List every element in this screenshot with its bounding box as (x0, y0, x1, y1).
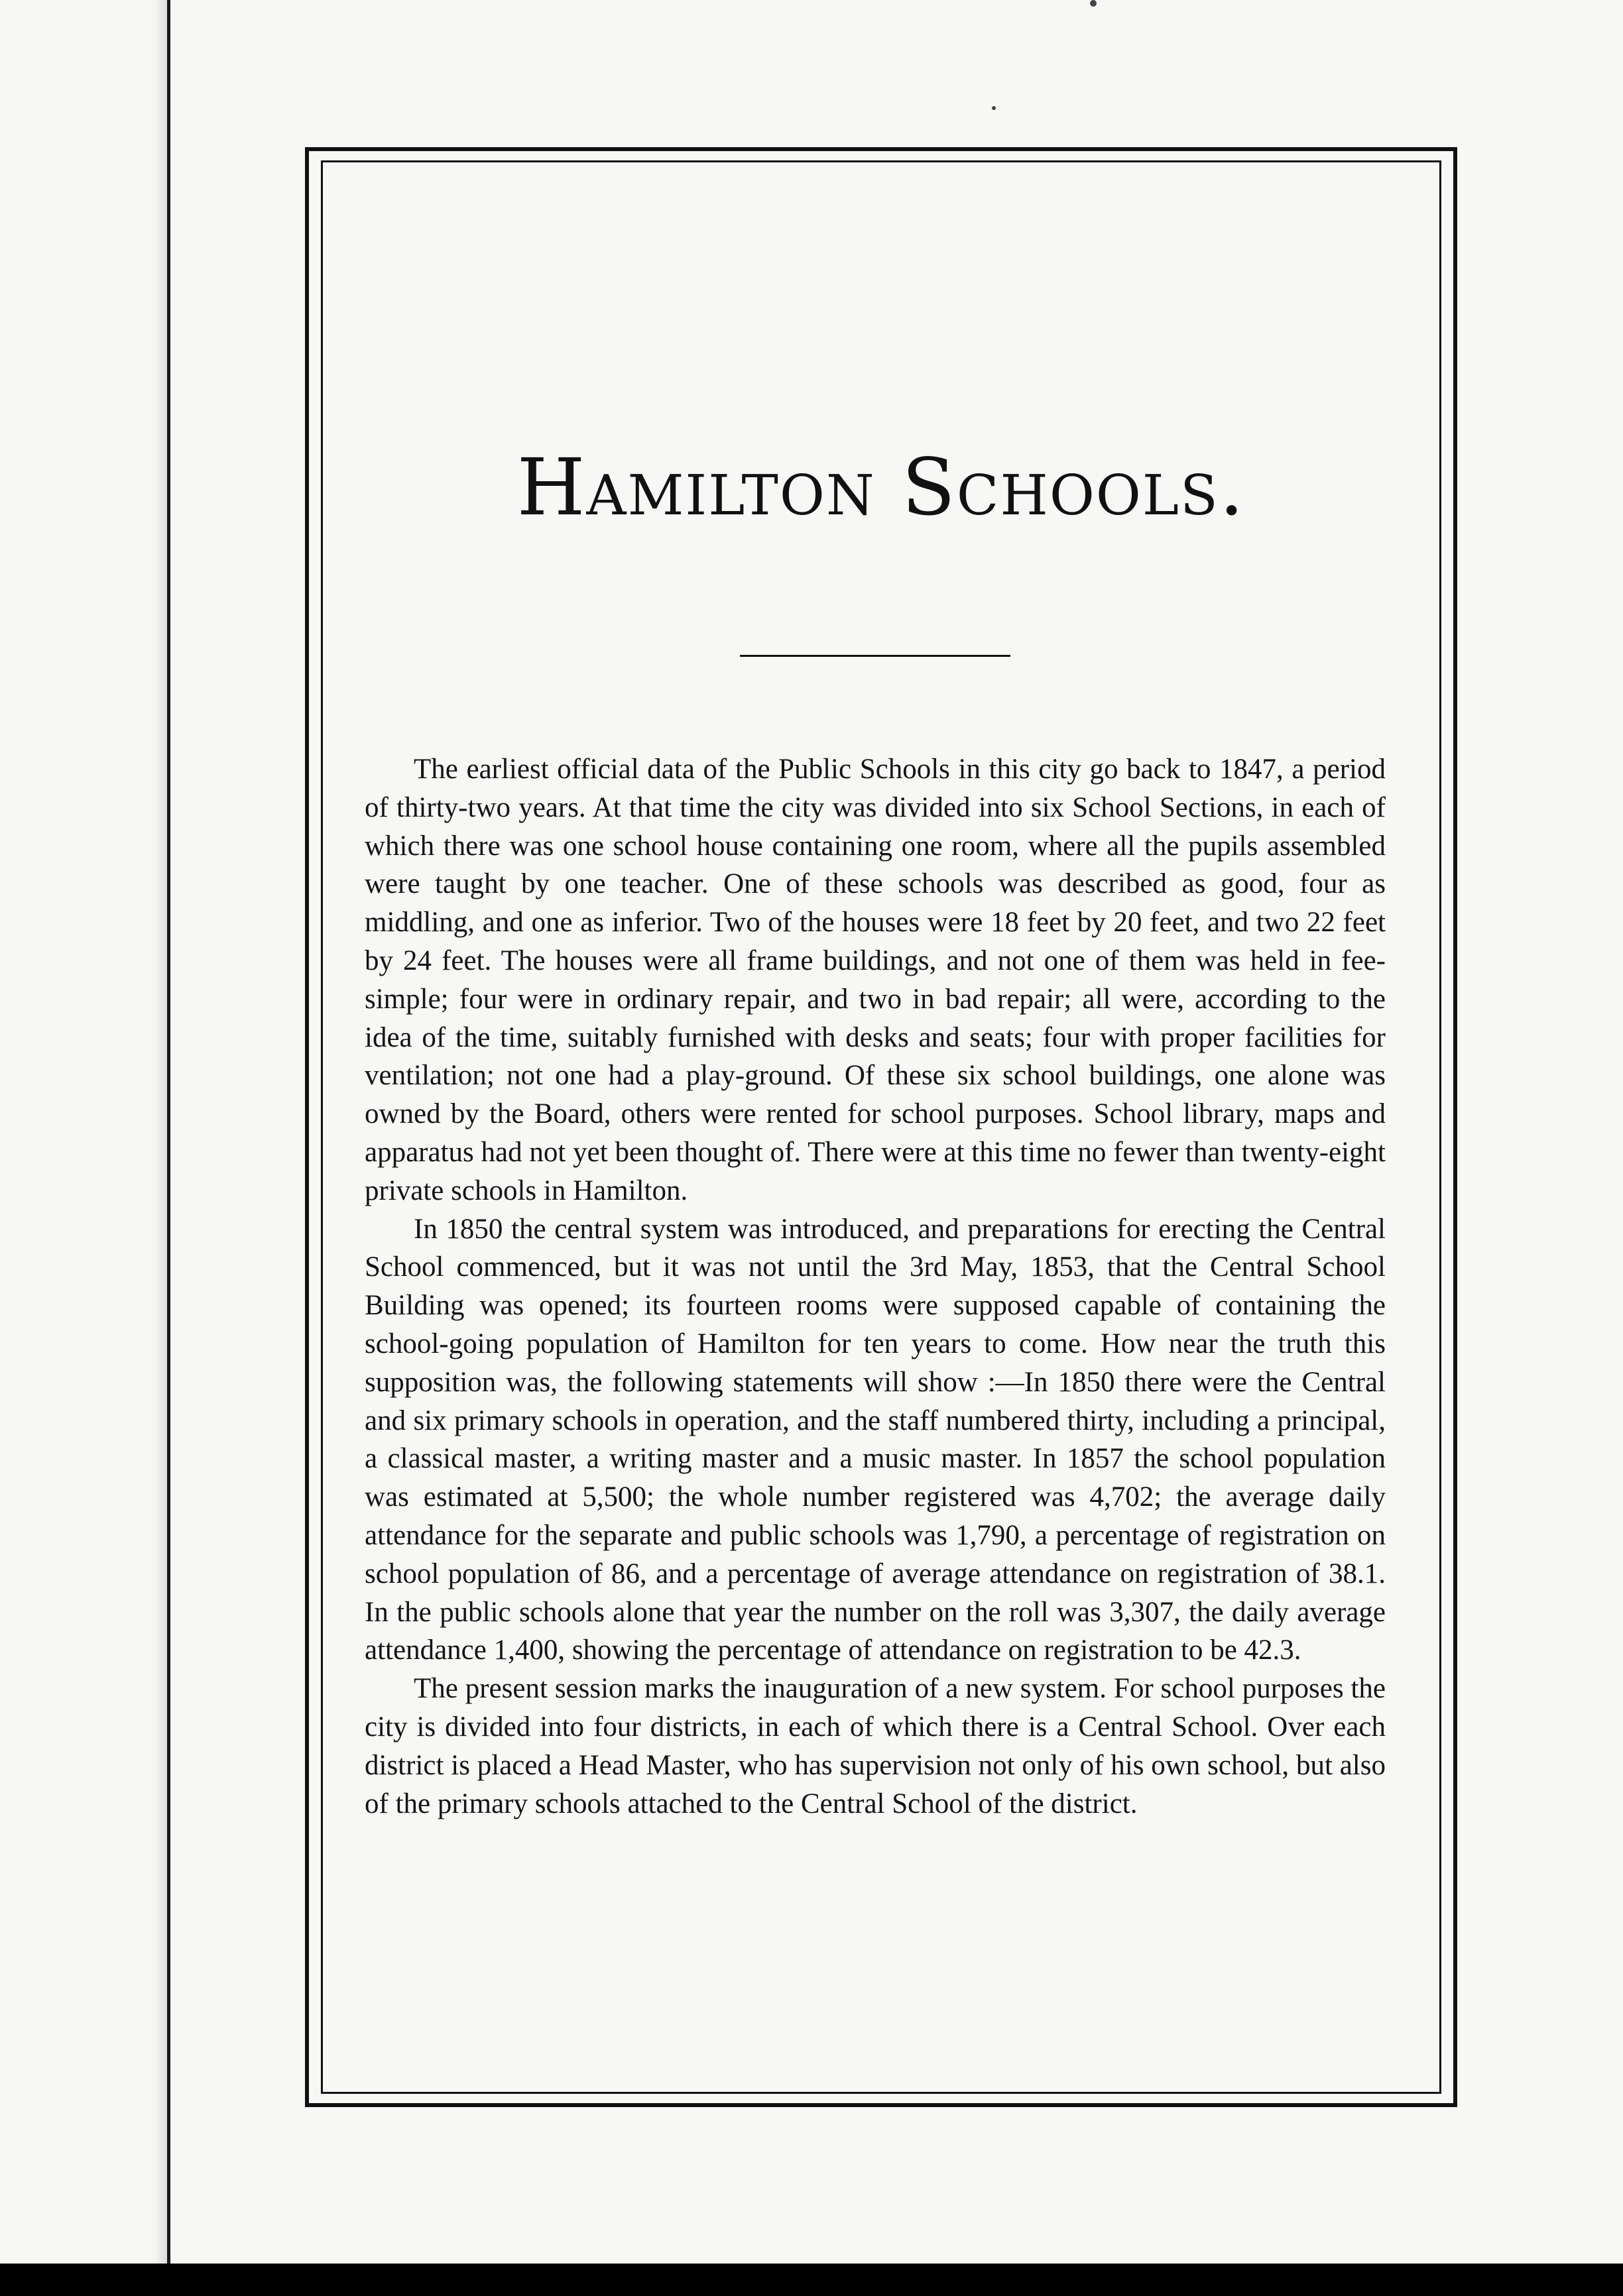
paragraph-3: The present session marks the inauguration of a new system. For school purposes the city is divided into four districts, in each of which there is a Central School. Over each district is placed a Head Master, who has supervision not only of his own school, but also of the primary schools attached to the Central School of the district. (365, 1673, 1386, 1819)
ink-speck (1090, 0, 1097, 7)
ink-speck (992, 106, 996, 110)
paragraph-1: The earliest official data of the Public Schools in this city go back to 1847, a period of thirty-two years. At that time the city was divided into six School Sections, in each of which there was one school house containing one room, where all the pupils assembled were taught by one teacher. One of these schools was described as good, four as middling, and one as inferior. Two of the houses were 18 feet by 20 feet, and two 22 feet by 24 feet. The houses were all frame buildings, and not one of them was held in fee-simple; four were in ordinary repair, and two in bad repair; all were, according to the idea of the time, suitably furnished with desks and seats; four with proper facilities for ventilation; not one had a play-ground. Of these six school buildings, one alone was owned by the Board, others were rented for school purposes. School library, maps and apparatus had not yet been thought of. There were at this time no fewer than twenty-eight private schools in Hamilton. (365, 754, 1386, 1206)
body-text (365, 750, 1386, 1823)
page-title: Hamilton Schools. (516, 441, 1246, 533)
paragraph-2: In 1850 the central system was introduced, and preparations for erecting the Central School commenced, but it was not until the 3rd May, 1853, that the Central School Building was opened; its fourteen rooms were supposed capable of containing the school-going population of Hamilton for ten years to come. How near the truth this supposition was, the following statements will show :—In 1850 there were the Central and six primary schools in operation, and the staff numbered thirty, including a principal, a classical master, a writing master and a music master. In 1857 the school population was estimated at 5,500; the whole number registered was 4,702; the average daily attendance for the separate and public schools was 1,790, a percentage of registration on school population of 86, and a percentage of average attendance on registration of 38.1. In the public schools alone that year the number on the roll was 3,307, the daily average attendance 1,400, showing the percentage of attendance on registration to be 42.3. (365, 1213, 1386, 1666)
title-divider (740, 655, 1010, 657)
binding-shadow (154, 0, 167, 2264)
binding-edge (167, 0, 170, 2264)
